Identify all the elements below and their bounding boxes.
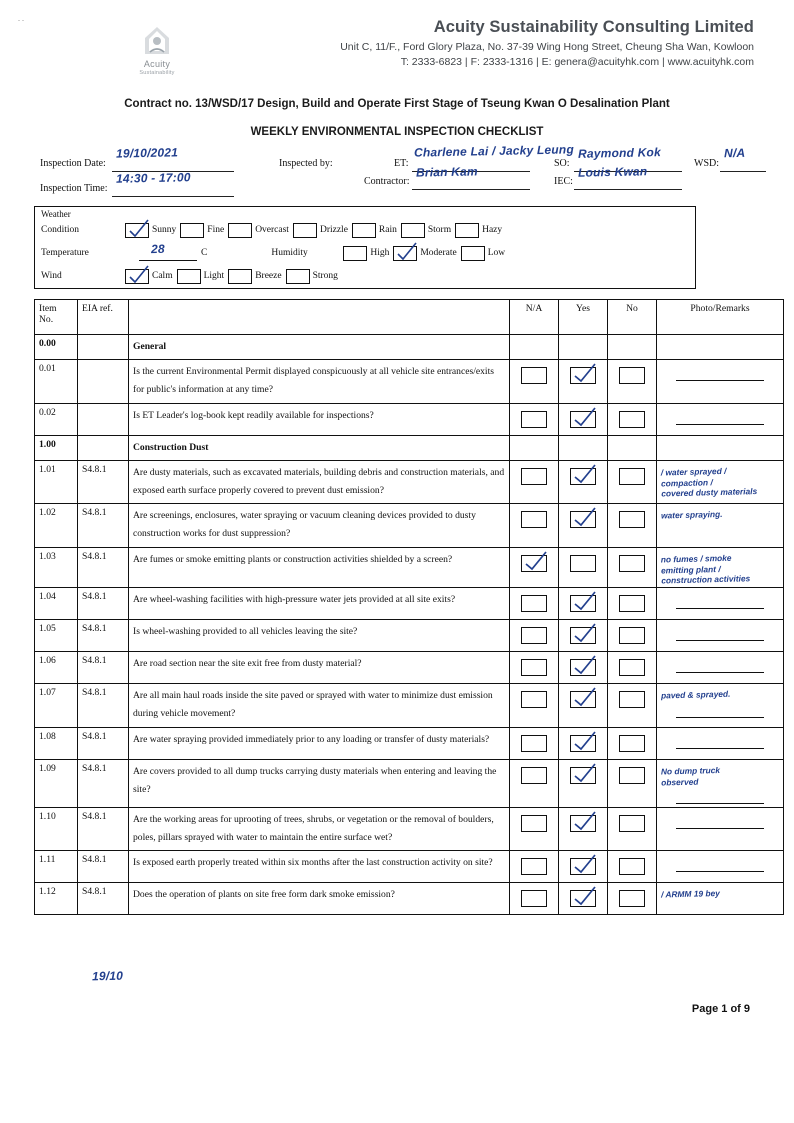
- table-row: [35, 759, 784, 807]
- row-checkbox-na[interactable]: [510, 435, 559, 460]
- row-checkbox-na[interactable]: [510, 807, 559, 850]
- check-mark-icon: [524, 551, 544, 569]
- label-calm: Calm: [152, 271, 173, 282]
- weather-title: Weather: [41, 208, 71, 219]
- logo-subtitle: Sustainability: [139, 69, 175, 76]
- header-remarks: Photo/Remarks: [657, 299, 784, 334]
- row-checkbox-yes[interactable]: [559, 360, 608, 403]
- humidity-label: Humidity: [271, 248, 308, 259]
- check-mark-icon: [573, 507, 593, 525]
- checkbox-fine[interactable]: [180, 223, 204, 238]
- check-mark-icon: [573, 763, 593, 781]
- contractor-label: Contractor:: [364, 175, 410, 187]
- checklist-table: [34, 299, 784, 915]
- remark-write-line: [676, 817, 764, 829]
- row-checkbox-no[interactable]: [608, 851, 657, 883]
- row-eia-ref: [78, 334, 129, 359]
- row-eia-ref: [78, 403, 129, 435]
- temperature-unit: C: [201, 248, 208, 259]
- row-remarks[interactable]: [657, 807, 784, 850]
- row-item-no: 1.03: [35, 547, 78, 588]
- checkbox-na[interactable]: [521, 735, 547, 752]
- check-mark-icon: [573, 655, 593, 673]
- label-strong: Strong: [312, 271, 338, 282]
- row-eia-ref: S4.8.1: [78, 807, 129, 850]
- weather-condition-row: [35, 219, 695, 242]
- row-checkbox-na[interactable]: [510, 403, 559, 435]
- checkbox-yes[interactable]: [570, 890, 596, 907]
- remark-write-line: [676, 413, 764, 425]
- remark-write-line: [676, 860, 764, 872]
- company-address: Unit C, 11/F., Ford Glory Plaza, No. 37-39 Wing Hong Street, Cheung Sha Wan, Kowloon: [340, 41, 754, 53]
- footer-handwritten-date: 19/10: [91, 968, 124, 984]
- row-checkbox-na[interactable]: [510, 360, 559, 403]
- row-item-no: 1.06: [35, 652, 78, 684]
- checkbox-na[interactable]: [521, 767, 547, 784]
- row-remarks[interactable]: [657, 547, 784, 588]
- row-checkbox-no[interactable]: [608, 547, 657, 588]
- inspection-info: [34, 142, 760, 202]
- check-mark-icon: [573, 811, 593, 829]
- row-checkbox-yes[interactable]: [559, 504, 608, 547]
- remark-write-line: [676, 369, 764, 381]
- check-mark-icon: [573, 591, 593, 609]
- row-checkbox-yes[interactable]: [559, 883, 608, 915]
- row-item-no: 1.09: [35, 759, 78, 807]
- row-checkbox-no[interactable]: [608, 435, 657, 460]
- checkbox-na[interactable]: [521, 595, 547, 612]
- checkbox-storm[interactable]: [401, 223, 425, 238]
- weather-section: [34, 206, 696, 289]
- condition-option-fine[interactable]: [180, 223, 224, 238]
- row-description: Does the operation of plants on site free form dark smoke emission?: [129, 883, 510, 915]
- row-item-no: 1.10: [35, 807, 78, 850]
- row-remarks[interactable]: [657, 334, 784, 359]
- header-na: N/A: [510, 299, 559, 334]
- checkbox-yes[interactable]: [570, 627, 596, 644]
- row-eia-ref: S4.8.1: [78, 883, 129, 915]
- checkbox-no[interactable]: [619, 411, 645, 428]
- row-description: Are water spraying provided immediately prior to any loading or transfer of dusty materials?: [129, 727, 510, 759]
- row-checkbox-yes[interactable]: [559, 620, 608, 652]
- wind-option-strong[interactable]: [286, 269, 338, 284]
- et-label: ET:: [394, 157, 409, 169]
- row-checkbox-na[interactable]: [510, 588, 559, 620]
- checkbox-light[interactable]: [177, 269, 201, 284]
- so-value[interactable]: Raymond Kok: [577, 145, 662, 161]
- table-row: [35, 684, 784, 727]
- table-row: [35, 727, 784, 759]
- remark-write-line: [676, 706, 764, 718]
- row-eia-ref: S4.8.1: [78, 727, 129, 759]
- header-description: [129, 299, 510, 334]
- row-description: Are covers provided to all dump trucks carrying dusty materials when entering and leaving the site?: [129, 759, 510, 807]
- label-fine: Fine: [207, 225, 225, 236]
- so-label: SO:: [554, 157, 570, 169]
- row-checkbox-no[interactable]: [608, 727, 657, 759]
- remark-handwritten: water spraying.: [660, 509, 723, 521]
- row-checkbox-na[interactable]: [510, 334, 559, 359]
- header-yes: Yes: [559, 299, 608, 334]
- label-low: Low: [487, 248, 506, 259]
- inspection-date-value[interactable]: 19/10/2021: [115, 145, 179, 161]
- remark-handwritten: / ARMM 19 bey: [660, 888, 720, 900]
- table-row: [35, 360, 784, 403]
- row-checkbox-yes[interactable]: [559, 851, 608, 883]
- weather-wind-row: [35, 265, 695, 288]
- wind-option-breeze[interactable]: [228, 269, 281, 284]
- checkbox-no[interactable]: [619, 691, 645, 708]
- row-checkbox-na[interactable]: [510, 460, 559, 503]
- condition-option-overcast[interactable]: [228, 223, 289, 238]
- row-checkbox-na[interactable]: [510, 652, 559, 684]
- checkbox-na[interactable]: [521, 659, 547, 676]
- company-block: [200, 18, 760, 68]
- row-description: Is ET Leader's log-book kept readily available for inspections?: [129, 403, 510, 435]
- condition-option-storm[interactable]: [401, 223, 451, 238]
- et-value[interactable]: Charlene Lai / Jacky Leung: [413, 142, 575, 160]
- checkbox-hazy[interactable]: [455, 223, 479, 238]
- row-checkbox-yes[interactable]: [559, 652, 608, 684]
- condition-option-rain[interactable]: [352, 223, 397, 238]
- check-mark-icon: [573, 886, 593, 904]
- row-item-no: 1.02: [35, 504, 78, 547]
- row-eia-ref: S4.8.1: [78, 547, 129, 588]
- row-checkbox-yes[interactable]: [559, 727, 608, 759]
- row-checkbox-no[interactable]: [608, 620, 657, 652]
- row-remarks[interactable]: [657, 851, 784, 883]
- checkbox-low[interactable]: [461, 246, 485, 261]
- row-checkbox-no[interactable]: [608, 807, 657, 850]
- table-body: [35, 334, 784, 914]
- check-mark-icon: [128, 219, 148, 237]
- row-checkbox-na[interactable]: [510, 504, 559, 547]
- checkbox-na[interactable]: [521, 468, 547, 485]
- temperature-value: 28: [150, 241, 165, 257]
- wind-option-light[interactable]: [177, 269, 225, 284]
- checkbox-na[interactable]: [521, 511, 547, 528]
- row-description: Construction Dust: [129, 435, 510, 460]
- checkbox-no[interactable]: [619, 511, 645, 528]
- checkbox-yes[interactable]: [570, 468, 596, 485]
- condition-option-sunny[interactable]: [125, 223, 176, 238]
- row-checkbox-na[interactable]: [510, 851, 559, 883]
- condition-option-drizzle[interactable]: [293, 223, 348, 238]
- humidity-option-low[interactable]: [461, 246, 505, 261]
- row-item-no: 1.08: [35, 727, 78, 759]
- checkbox-moderate[interactable]: [393, 246, 417, 261]
- row-remarks[interactable]: [657, 504, 784, 547]
- checkbox-yes[interactable]: [570, 511, 596, 528]
- checkbox-high[interactable]: [343, 246, 367, 261]
- row-remarks[interactable]: [657, 403, 784, 435]
- iec-label: IEC:: [554, 175, 573, 187]
- row-item-no: 0.02: [35, 403, 78, 435]
- remark-handwritten: paved & sprayed.: [660, 688, 731, 701]
- inspection-time-value[interactable]: 14:30 - 17:00: [115, 170, 191, 186]
- row-checkbox-yes[interactable]: [559, 807, 608, 850]
- row-remarks[interactable]: [657, 435, 784, 460]
- humidity-option-high[interactable]: [343, 246, 389, 261]
- row-checkbox-yes[interactable]: [559, 435, 608, 460]
- checkbox-no[interactable]: [619, 627, 645, 644]
- checkbox-calm[interactable]: [125, 269, 149, 284]
- row-checkbox-na[interactable]: [510, 883, 559, 915]
- remark-handwritten: / water sprayed / compaction / covered dusty materials: [660, 465, 758, 499]
- checkbox-no[interactable]: [619, 595, 645, 612]
- label-breeze: Breeze: [255, 271, 282, 282]
- label-sunny: Sunny: [152, 225, 177, 236]
- row-item-no: 1.11: [35, 851, 78, 883]
- row-remarks[interactable]: [657, 759, 784, 807]
- checkbox-no[interactable]: [619, 659, 645, 676]
- row-eia-ref: [78, 435, 129, 460]
- label-rain: Rain: [378, 225, 397, 236]
- humidity-option-moderate[interactable]: [393, 246, 456, 261]
- checkbox-yes[interactable]: [570, 858, 596, 875]
- row-eia-ref: S4.8.1: [78, 684, 129, 727]
- logo-name: Acuity: [143, 59, 171, 69]
- condition-option-hazy[interactable]: [455, 223, 502, 238]
- checkbox-na[interactable]: [521, 411, 547, 428]
- document-header: [34, 18, 760, 76]
- table-row: [35, 403, 784, 435]
- contractor-value[interactable]: Brian Kam: [415, 164, 478, 180]
- remark-handwritten: No dump truck observed: [660, 764, 721, 787]
- check-mark-icon: [573, 464, 593, 482]
- row-description: Are wheel-washing facilities with high-pressure water jets provided at all site exits?: [129, 588, 510, 620]
- checkbox-no[interactable]: [619, 555, 645, 572]
- check-mark-icon: [573, 687, 593, 705]
- check-mark-icon: [573, 854, 593, 872]
- checkbox-yes[interactable]: [570, 555, 596, 572]
- row-checkbox-yes[interactable]: [559, 684, 608, 727]
- checkbox-no[interactable]: [619, 468, 645, 485]
- checkbox-no[interactable]: [619, 890, 645, 907]
- row-checkbox-no[interactable]: [608, 403, 657, 435]
- row-checkbox-yes[interactable]: [559, 588, 608, 620]
- row-checkbox-no[interactable]: [608, 684, 657, 727]
- inspected-by-label: Inspected by:: [279, 157, 333, 169]
- inspection-time-label: Inspection Time:: [40, 182, 108, 194]
- row-remarks[interactable]: [657, 588, 784, 620]
- row-remarks[interactable]: [657, 360, 784, 403]
- check-mark-icon: [573, 363, 593, 381]
- wind-label: Wind: [41, 271, 62, 282]
- row-description: Are road section near the site exit free from dusty material?: [129, 652, 510, 684]
- row-description: Are the working areas for uprooting of trees, shrubs, or vegetation or the removal of boulders, poles, pillars sprayed with water to maintain the entire surface wet?: [129, 807, 510, 850]
- row-checkbox-na[interactable]: [510, 620, 559, 652]
- row-checkbox-na[interactable]: [510, 727, 559, 759]
- header-item-line1: Item: [39, 302, 57, 314]
- row-eia-ref: S4.8.1: [78, 620, 129, 652]
- row-checkbox-na[interactable]: [510, 759, 559, 807]
- checkbox-na[interactable]: [521, 890, 547, 907]
- remark-write-line: [676, 661, 764, 673]
- label-overcast: Overcast: [255, 225, 289, 236]
- row-checkbox-no[interactable]: [608, 334, 657, 359]
- contract-title: Contract no. 13/WSD/17 Design, Build and Operate First Stage of Tseung Kwan O Desalination Plant: [124, 97, 670, 110]
- remark-write-line: [676, 597, 764, 609]
- company-name: Acuity Sustainability Consulting Limited: [433, 18, 754, 36]
- checkbox-sunny[interactable]: [125, 223, 149, 238]
- condition-label: Condition: [41, 225, 80, 236]
- table-row: [35, 652, 784, 684]
- wsd-value[interactable]: N/A: [723, 145, 746, 161]
- row-description: Is wheel-washing provided to all vehicles leaving the site?: [129, 620, 510, 652]
- row-description: Are dusty materials, such as excavated materials, building debris and construction materials, and exposed earth surface properly covered to prevent dust emission?: [129, 460, 510, 503]
- acuity-logo-icon: [140, 24, 174, 58]
- row-remarks[interactable]: [657, 727, 784, 759]
- check-mark-icon: [573, 731, 593, 749]
- checkbox-na[interactable]: [521, 691, 547, 708]
- checkbox-yes[interactable]: [570, 735, 596, 752]
- table-row: [35, 807, 784, 850]
- checkbox-yes[interactable]: [570, 691, 596, 708]
- wind-option-calm[interactable]: [125, 269, 173, 284]
- header-item: [35, 299, 78, 334]
- label-moderate: Moderate: [420, 248, 457, 259]
- table-row: [35, 588, 784, 620]
- checkbox-overcast[interactable]: [228, 223, 252, 238]
- check-mark-icon: [573, 623, 593, 641]
- company-contact: T: 2333-6823 | F: 2333-1316 | E: genera@acuityhk.com | www.acuityhk.com: [400, 56, 754, 68]
- checkbox-yes[interactable]: [570, 815, 596, 832]
- iec-value[interactable]: Louis Kwan: [577, 164, 648, 180]
- row-description: General: [129, 334, 510, 359]
- table-row: [35, 460, 784, 503]
- checkbox-na[interactable]: [521, 627, 547, 644]
- row-description: Is the current Environmental Permit displayed conspicuously at all vehicle site entrances/exits for public's information at any time?: [129, 360, 510, 403]
- scan-artifact: . .: [18, 14, 24, 23]
- table-row: [35, 504, 784, 547]
- row-checkbox-na[interactable]: [510, 684, 559, 727]
- row-item-no: 1.00: [35, 435, 78, 460]
- checkbox-rain[interactable]: [352, 223, 376, 238]
- row-checkbox-na[interactable]: [510, 547, 559, 588]
- label-high: High: [370, 248, 390, 259]
- row-remarks[interactable]: [657, 620, 784, 652]
- row-checkbox-yes[interactable]: [559, 460, 608, 503]
- row-checkbox-no[interactable]: [608, 360, 657, 403]
- row-checkbox-no[interactable]: [608, 883, 657, 915]
- row-eia-ref: S4.8.1: [78, 460, 129, 503]
- table-row: [35, 435, 784, 460]
- row-checkbox-no[interactable]: [608, 652, 657, 684]
- row-eia-ref: [78, 360, 129, 403]
- table-row: [35, 620, 784, 652]
- row-remarks[interactable]: [657, 652, 784, 684]
- header-item-line2: No.: [39, 313, 54, 325]
- row-checkbox-no[interactable]: [608, 460, 657, 503]
- checkbox-yes[interactable]: [570, 367, 596, 384]
- checkbox-no[interactable]: [619, 735, 645, 752]
- row-item-no: 1.01: [35, 460, 78, 503]
- checkbox-na[interactable]: [521, 367, 547, 384]
- row-eia-ref: S4.8.1: [78, 588, 129, 620]
- row-item-no: 1.05: [35, 620, 78, 652]
- row-eia-ref: S4.8.1: [78, 504, 129, 547]
- temperature-label: Temperature: [41, 248, 89, 259]
- row-checkbox-no[interactable]: [608, 759, 657, 807]
- row-description: Is exposed earth properly treated within six months after the last construction activity on site?: [129, 851, 510, 883]
- checkbox-yes[interactable]: [570, 595, 596, 612]
- checkbox-yes[interactable]: [570, 659, 596, 676]
- checkbox-na[interactable]: [521, 858, 547, 875]
- row-description: Are screenings, enclosures, water spraying or vacuum cleaning devices provided to dusty construction works for dust suppression?: [129, 504, 510, 547]
- checkbox-no[interactable]: [619, 815, 645, 832]
- row-item-no: 0.01: [35, 360, 78, 403]
- temperature-input[interactable]: [139, 241, 197, 261]
- inspection-date-label: Inspection Date:: [40, 157, 106, 169]
- row-checkbox-no[interactable]: [608, 504, 657, 547]
- checkbox-na[interactable]: [521, 555, 547, 572]
- company-logo: [114, 18, 200, 76]
- row-item-no: 1.12: [35, 883, 78, 915]
- label-storm: Storm: [427, 225, 452, 236]
- row-item-no: 1.07: [35, 684, 78, 727]
- label-drizzle: Drizzle: [319, 225, 348, 236]
- row-remarks[interactable]: [657, 684, 784, 727]
- check-mark-icon: [128, 265, 148, 283]
- row-checkbox-yes[interactable]: [559, 547, 608, 588]
- table-row: [35, 883, 784, 915]
- row-checkbox-yes[interactable]: [559, 403, 608, 435]
- page-title: WEEKLY ENVIRONMENTAL INSPECTION CHECKLIST: [250, 125, 544, 138]
- row-eia-ref: S4.8.1: [78, 851, 129, 883]
- checkbox-yes[interactable]: [570, 767, 596, 784]
- checkbox-strong[interactable]: [286, 269, 310, 284]
- header-eia: EIA ref.: [78, 299, 129, 334]
- page-number: Page 1 of 9: [691, 1003, 750, 1015]
- remark-write-line: [676, 737, 764, 749]
- checkbox-yes[interactable]: [570, 411, 596, 428]
- checkbox-drizzle[interactable]: [293, 223, 317, 238]
- remark-write-line: [676, 792, 764, 804]
- row-eia-ref: S4.8.1: [78, 652, 129, 684]
- row-remarks[interactable]: [657, 883, 784, 915]
- table-row: [35, 334, 784, 359]
- row-checkbox-no[interactable]: [608, 588, 657, 620]
- check-mark-icon: [573, 407, 593, 425]
- row-item-no: 0.00: [35, 334, 78, 359]
- row-checkbox-yes[interactable]: [559, 334, 608, 359]
- label-light: Light: [203, 271, 225, 282]
- check-mark-icon: [396, 242, 416, 260]
- checkbox-no[interactable]: [619, 367, 645, 384]
- checkbox-no[interactable]: [619, 858, 645, 875]
- weather-temperature-row: [35, 242, 695, 265]
- row-checkbox-yes[interactable]: [559, 759, 608, 807]
- wsd-label: WSD:: [694, 157, 719, 169]
- table-row: [35, 547, 784, 588]
- table-row: [35, 851, 784, 883]
- label-hazy: Hazy: [482, 225, 503, 236]
- table-header-row: [35, 299, 784, 334]
- checkbox-breeze[interactable]: [228, 269, 252, 284]
- remark-handwritten: no fumes / smoke emitting plant / construction activities: [660, 552, 751, 586]
- row-description: Are fumes or smoke emitting plants or construction activities shielded by a screen?: [129, 547, 510, 588]
- row-description: Are all main haul roads inside the site paved or sprayed with water to minimize dust emission during vehicle movement?: [129, 684, 510, 727]
- header-no: No: [608, 299, 657, 334]
- row-remarks[interactable]: [657, 460, 784, 503]
- row-item-no: 1.04: [35, 588, 78, 620]
- remark-write-line: [676, 629, 764, 641]
- checkbox-no[interactable]: [619, 767, 645, 784]
- checkbox-na[interactable]: [521, 815, 547, 832]
- row-eia-ref: S4.8.1: [78, 759, 129, 807]
